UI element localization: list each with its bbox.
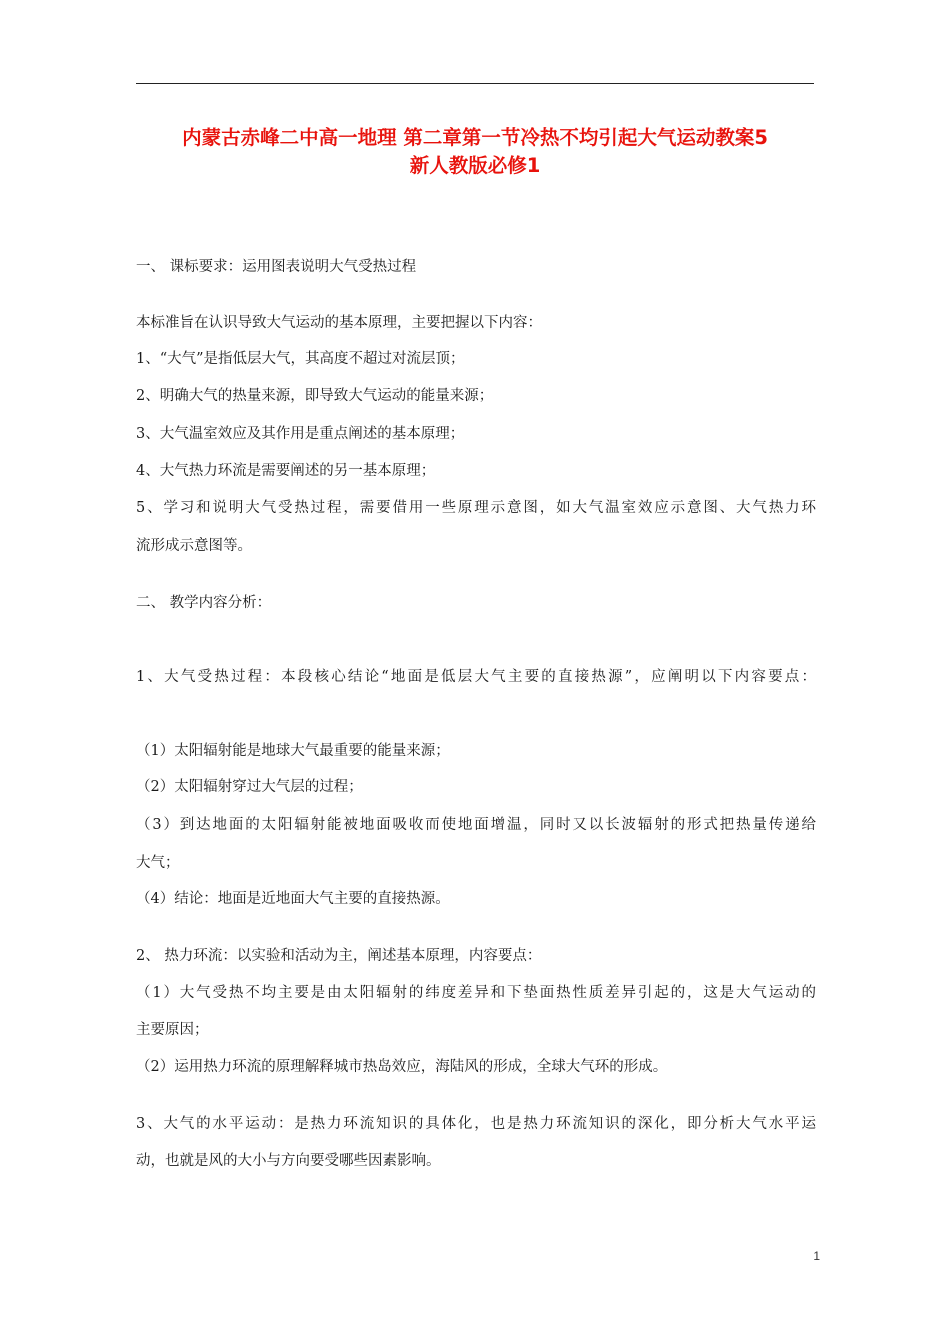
- point-2-2: （2）运用热力环流的原理解释城市热岛效应，海陆风的形成，全球大气环的形成。: [136, 1059, 668, 1075]
- point-4: （4）结论：地面是近地面大气主要的直接热源。: [136, 891, 450, 907]
- paragraph-line: 本标准旨在认识导致大气运动的基本原理，主要把握以下内容：: [136, 315, 542, 331]
- section-heading-1: 一、 课标要求：运用图表说明大气受热过程: [136, 259, 417, 275]
- list-item-4: 4、大气热力环流是需要阐述的另一基本原理；: [136, 463, 436, 479]
- page-number: 1: [813, 1249, 820, 1263]
- subsection-3: 3、大气的水平运动：是热力环流知识的具体化，也是热力环流知识的深化，即分析大气水平运: [136, 1116, 816, 1132]
- list-item-3: 3、大气温室效应及其作用是重点阐述的基本原理；: [136, 426, 465, 442]
- point-3: （3）到达地面的太阳辐射能被地面吸收而使地面增温，同时又以长波辐射的形式把热量传递给: [136, 817, 816, 833]
- point-3-cont: 大气；: [136, 855, 180, 871]
- section-heading-2: 二、 教学内容分析：: [136, 595, 272, 611]
- subsection-1: 1、大气受热过程：本段核心结论“地面是低层大气主要的直接热源”，应阐明以下内容要点：: [136, 669, 816, 685]
- title-line-1: 内蒙古赤峰二中高一地理 第二章第一节冷热不均引起大气运动教案5: [182, 126, 768, 149]
- point-2-1: （1）大气受热不均主要是由太阳辐射的纬度差异和下垫面热性质差异引起的，这是大气运动的: [136, 985, 816, 1001]
- title-line-2: 新人教版必修1: [409, 154, 541, 177]
- list-item-2: 2、明确大气的热量来源，即导致大气运动的能量来源；: [136, 388, 494, 404]
- subsection-2: 2、 热力环流：以实验和活动为主，阐述基本原理，内容要点：: [136, 948, 542, 964]
- list-item-1: 1、“大气”是指低层大气，其高度不超过对流层顶；: [136, 351, 465, 367]
- list-item-5-cont: 流形成示意图等。: [136, 538, 252, 554]
- list-item-5: 5、学习和说明大气受热过程，需要借用一些原理示意图，如大气温室效应示意图、大气热力环: [136, 500, 816, 516]
- point-1: （1）太阳辐射能是地球大气最重要的能量来源；: [136, 743, 450, 759]
- document-title: [136, 124, 814, 180]
- point-2: （2）太阳辐射穿过大气层的过程；: [136, 779, 363, 795]
- subsection-3-cont: 动，也就是风的大小与方向要受哪些因素影响。: [136, 1153, 441, 1169]
- header-rule: [136, 83, 814, 84]
- point-2-1-cont: 主要原因；: [136, 1022, 209, 1038]
